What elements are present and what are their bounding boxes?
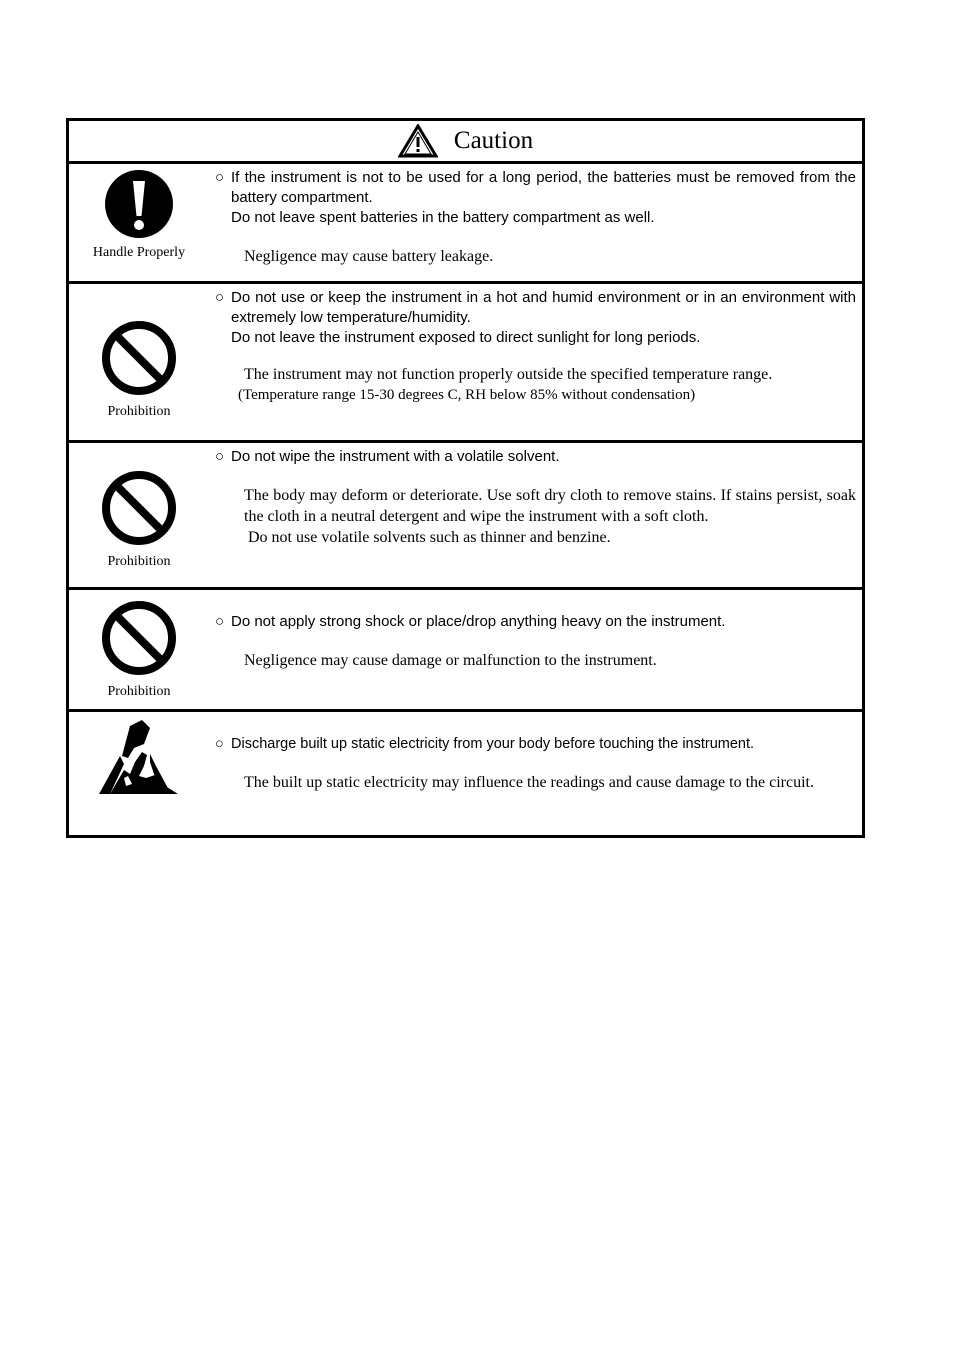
icon-cell: [69, 164, 209, 281]
caution-note: The body may deform or deteriorate. Use soft dry cloth to remove stains. If stains persist, soak the cloth in a neutral detergent and wipe the instrument with a soft cloth.: [244, 487, 856, 525]
prohibition-icon: [101, 320, 177, 396]
caution-title: Caution: [453, 127, 534, 154]
caution-row-static: [69, 712, 862, 835]
caution-bullet: [215, 447, 856, 467]
caution-bullet: [215, 734, 856, 754]
icon-label: Handle Properly: [92, 245, 186, 260]
prohibition-icon: [101, 470, 177, 546]
caution-bullet: [215, 168, 856, 208]
esd-icon: [98, 718, 180, 794]
bullet-mark: ○: [215, 613, 225, 630]
caution-row-solvent: [69, 443, 862, 590]
text-cell: [209, 590, 862, 709]
bullet-text: Discharge built up static electricity from your body before touching the instrument.: [231, 736, 755, 752]
icon-cell: [69, 443, 209, 587]
caution-row-shock: [69, 590, 862, 712]
caution-sub: Do not leave the instrument exposed to direct sunlight for long periods.: [231, 329, 701, 346]
text-cell: [209, 712, 862, 835]
bullet-mark: ○: [215, 736, 224, 752]
prohibition-icon: [101, 600, 177, 676]
icon-cell: [69, 284, 209, 440]
caution-table: [66, 118, 865, 838]
warning-triangle-icon: [398, 124, 438, 158]
caution-header: [69, 121, 862, 164]
caution-note-solvents: Do not use volatile solvents such as thinner and benzine.: [248, 529, 611, 546]
bullet-text: Do not use or keep the instrument in a hot and humid environment or in an environment with extremely low temperature/humidity.: [231, 289, 856, 326]
icon-label: Prohibition: [107, 554, 171, 569]
caution-bullet: [215, 612, 856, 632]
bullet-mark: ○: [215, 448, 225, 465]
caution-row-environment: [69, 284, 862, 443]
bullet-mark: ○: [215, 289, 225, 306]
caution-note: Negligence may cause battery leakage.: [244, 248, 494, 265]
exclamation-icon: [104, 169, 174, 239]
caution-note-range: (Temperature range 15-30 degrees C, RH below 85% without condensation): [238, 387, 696, 403]
text-cell: [209, 443, 862, 587]
caution-sub: Do not leave spent batteries in the battery compartment as well.: [231, 209, 655, 226]
caution-note: The instrument may not function properly outside the specified temperature range.: [244, 366, 773, 383]
text-cell: [209, 164, 862, 281]
icon-cell: [69, 712, 209, 835]
bullet-mark: ○: [215, 169, 225, 186]
icon-label: Prohibition: [107, 404, 171, 419]
caution-note: Negligence may cause damage or malfunction to the instrument.: [244, 652, 657, 669]
caution-bullet: [215, 288, 856, 328]
bullet-text: Do not apply strong shock or place/drop anything heavy on the instrument.: [231, 613, 726, 630]
caution-note: The built up static electricity may influence the readings and cause damage to the circuit.: [244, 774, 814, 791]
bullet-text: Do not wipe the instrument with a volatile solvent.: [231, 448, 560, 465]
bullet-text: If the instrument is not to be used for a long period, the batteries must be removed from the battery compartment.: [231, 169, 856, 206]
icon-label: Prohibition: [107, 683, 171, 699]
icon-cell: [69, 590, 209, 709]
caution-row-batteries: [69, 164, 862, 284]
text-cell: [209, 284, 862, 440]
